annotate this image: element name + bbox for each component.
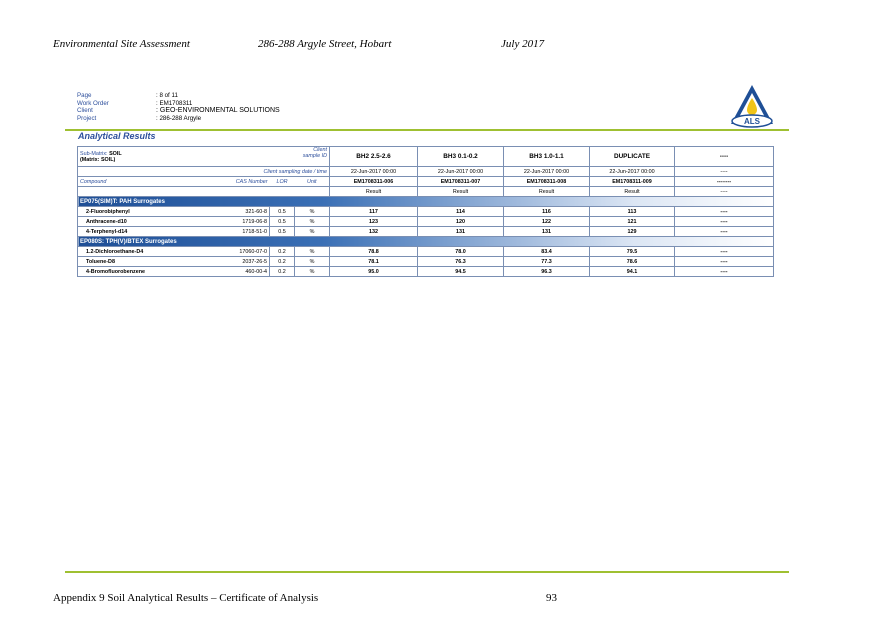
result-value: 78.8 [330, 247, 418, 257]
compound-name: 4-Bromofluorobenzene [78, 267, 196, 277]
lor-value: 0.2 [270, 267, 295, 277]
cas-number: 460-00-4 [196, 267, 270, 277]
result-value: ---- [675, 217, 774, 227]
result-value: 122 [504, 217, 590, 227]
info-row-page [77, 92, 280, 100]
footer-text: Appendix 9 Soil Analytical Results – Certificate of Analysis [53, 592, 319, 604]
cas-number: 17060-07-0 [196, 247, 270, 257]
header-row-result [78, 187, 774, 197]
sub-matrix-cell [78, 147, 196, 167]
table-row [78, 257, 774, 267]
lor-value: 0.5 [270, 227, 295, 237]
info-key: Client [77, 107, 93, 115]
info-value: : GEO-ENVIRONMENTAL SOLUTIONS [156, 107, 280, 115]
unit-value: % [295, 247, 330, 257]
result-value: 95.0 [330, 267, 418, 277]
group-name: EP075(SIM)T: PAH Surrogates [78, 197, 774, 207]
unit-value: % [295, 267, 330, 277]
sampling-date: 22-Jun-2017 00:00 [418, 167, 504, 177]
section-title: Analytical Results [78, 131, 156, 141]
lab-id: EM1708311-009 [590, 177, 675, 187]
lab-id: EM1708311-006 [330, 177, 418, 187]
result-value: 79.5 [590, 247, 675, 257]
result-value: ---- [675, 207, 774, 217]
header-row-columns [78, 177, 774, 187]
result-value: 96.3 [504, 267, 590, 277]
header-row-sample-id [78, 147, 774, 167]
sample-id: DUPLICATE [590, 147, 675, 167]
sample-id: ---- [675, 147, 774, 167]
compound-name: Toluene-D8 [78, 257, 196, 267]
report-info [77, 92, 280, 122]
result-value: 114 [418, 207, 504, 217]
lor-value: 0.5 [270, 207, 295, 217]
compound-name: 1.2-Dichloroethane-D4 [78, 247, 196, 257]
lab-id: EM1708311-008 [504, 177, 590, 187]
compound-name: 4-Terphenyl-d14 [78, 227, 196, 237]
unit-value: % [295, 227, 330, 237]
group-header [78, 237, 774, 247]
result-value: 131 [504, 227, 590, 237]
header-left: Environmental Site Assessment [53, 38, 190, 50]
group-name: EP080S: TPH(V)/BTEX Surrogates [78, 237, 774, 247]
result-value: ---- [675, 267, 774, 277]
result-value: 94.1 [590, 267, 675, 277]
info-value: : 8 of 11 [156, 92, 178, 99]
info-row-work-order [77, 100, 280, 108]
lor-value: 0.5 [270, 217, 295, 227]
unit-value: % [295, 257, 330, 267]
matrix-label: (Matrix: SOIL) [80, 156, 116, 163]
cas-number: 1718-51-0 [196, 227, 270, 237]
client-sample-id-label: Client sample ID [295, 147, 330, 167]
logo-text: ALS [744, 117, 760, 126]
info-value: : EM1708311 [156, 99, 193, 107]
result-value: 78.0 [418, 247, 504, 257]
result-label: ---- [675, 187, 774, 197]
lab-id: EM1708311-007 [418, 177, 504, 187]
result-value: 129 [590, 227, 675, 237]
result-value: ---- [675, 257, 774, 267]
result-label: Result [418, 187, 504, 197]
sub-matrix-value: SOIL [109, 150, 122, 157]
info-key: Page [77, 92, 92, 99]
table-row [78, 227, 774, 237]
results-table [77, 146, 774, 277]
result-value: 120 [418, 217, 504, 227]
result-value: 131 [418, 227, 504, 237]
page-header [53, 38, 793, 52]
lor-value: 0.2 [270, 257, 295, 267]
result-label: Result [330, 187, 418, 197]
result-value: 121 [590, 217, 675, 227]
col-lor: LOR [270, 177, 295, 187]
col-unit: Unit [295, 177, 330, 187]
sample-id: BH3 1.0-1.1 [504, 147, 590, 167]
result-value: 77.3 [504, 257, 590, 267]
sampling-date: ---- [675, 167, 774, 177]
lab-id: -------- [675, 177, 774, 187]
header-row-sampling-date [78, 167, 774, 177]
unit-value: % [295, 217, 330, 227]
lor-value: 0.2 [270, 247, 295, 257]
als-logo-icon [729, 84, 775, 128]
result-label: Result [504, 187, 590, 197]
sample-id: BH2 2.5-2.6 [330, 147, 418, 167]
result-value: 123 [330, 217, 418, 227]
sampling-date: 22-Jun-2017 00:00 [330, 167, 418, 177]
result-value: 94.5 [418, 267, 504, 277]
sampling-date: 22-Jun-2017 00:00 [504, 167, 590, 177]
result-value: 76.3 [418, 257, 504, 267]
result-value: ---- [675, 227, 774, 237]
info-row-project [77, 115, 280, 123]
sampling-date: 22-Jun-2017 00:00 [590, 167, 675, 177]
info-key: Project [77, 114, 97, 122]
sub-matrix-label: Sub-Matrix: [80, 150, 110, 157]
result-value: 78.6 [590, 257, 675, 267]
header-center: 286-288 Argyle Street, Hobart [258, 38, 392, 50]
info-row-client [77, 107, 280, 115]
page-number: 93 [546, 592, 557, 604]
result-value: 117 [330, 207, 418, 217]
result-value: 132 [330, 227, 418, 237]
info-value: : 286-288 Argyle [156, 114, 202, 122]
result-value: 78.1 [330, 257, 418, 267]
col-compound: Compound [78, 177, 196, 187]
table-row [78, 247, 774, 257]
sampling-label: Client sampling date / time [78, 167, 330, 177]
result-value: 83.4 [504, 247, 590, 257]
result-value: ---- [675, 247, 774, 257]
table-row [78, 217, 774, 227]
sample-id: BH3 0.1-0.2 [418, 147, 504, 167]
table-row [78, 267, 774, 277]
header-right: July 2017 [501, 38, 545, 50]
compound-name: 2-Fluorobiphenyl [78, 207, 196, 217]
cas-number: 321-60-8 [196, 207, 270, 217]
compound-name: Anthracene-d10 [78, 217, 196, 227]
footer-divider [65, 571, 789, 573]
group-header [78, 197, 774, 207]
result-label: Result [590, 187, 675, 197]
cas-number: 1719-06-8 [196, 217, 270, 227]
header-divider [65, 129, 789, 131]
info-key: Work Order [77, 99, 109, 107]
col-cas: CAS Number [196, 177, 270, 187]
result-value: 113 [590, 207, 675, 217]
table-row [78, 207, 774, 217]
result-value: 116 [504, 207, 590, 217]
unit-value: % [295, 207, 330, 217]
cas-number: 2037-26-5 [196, 257, 270, 267]
